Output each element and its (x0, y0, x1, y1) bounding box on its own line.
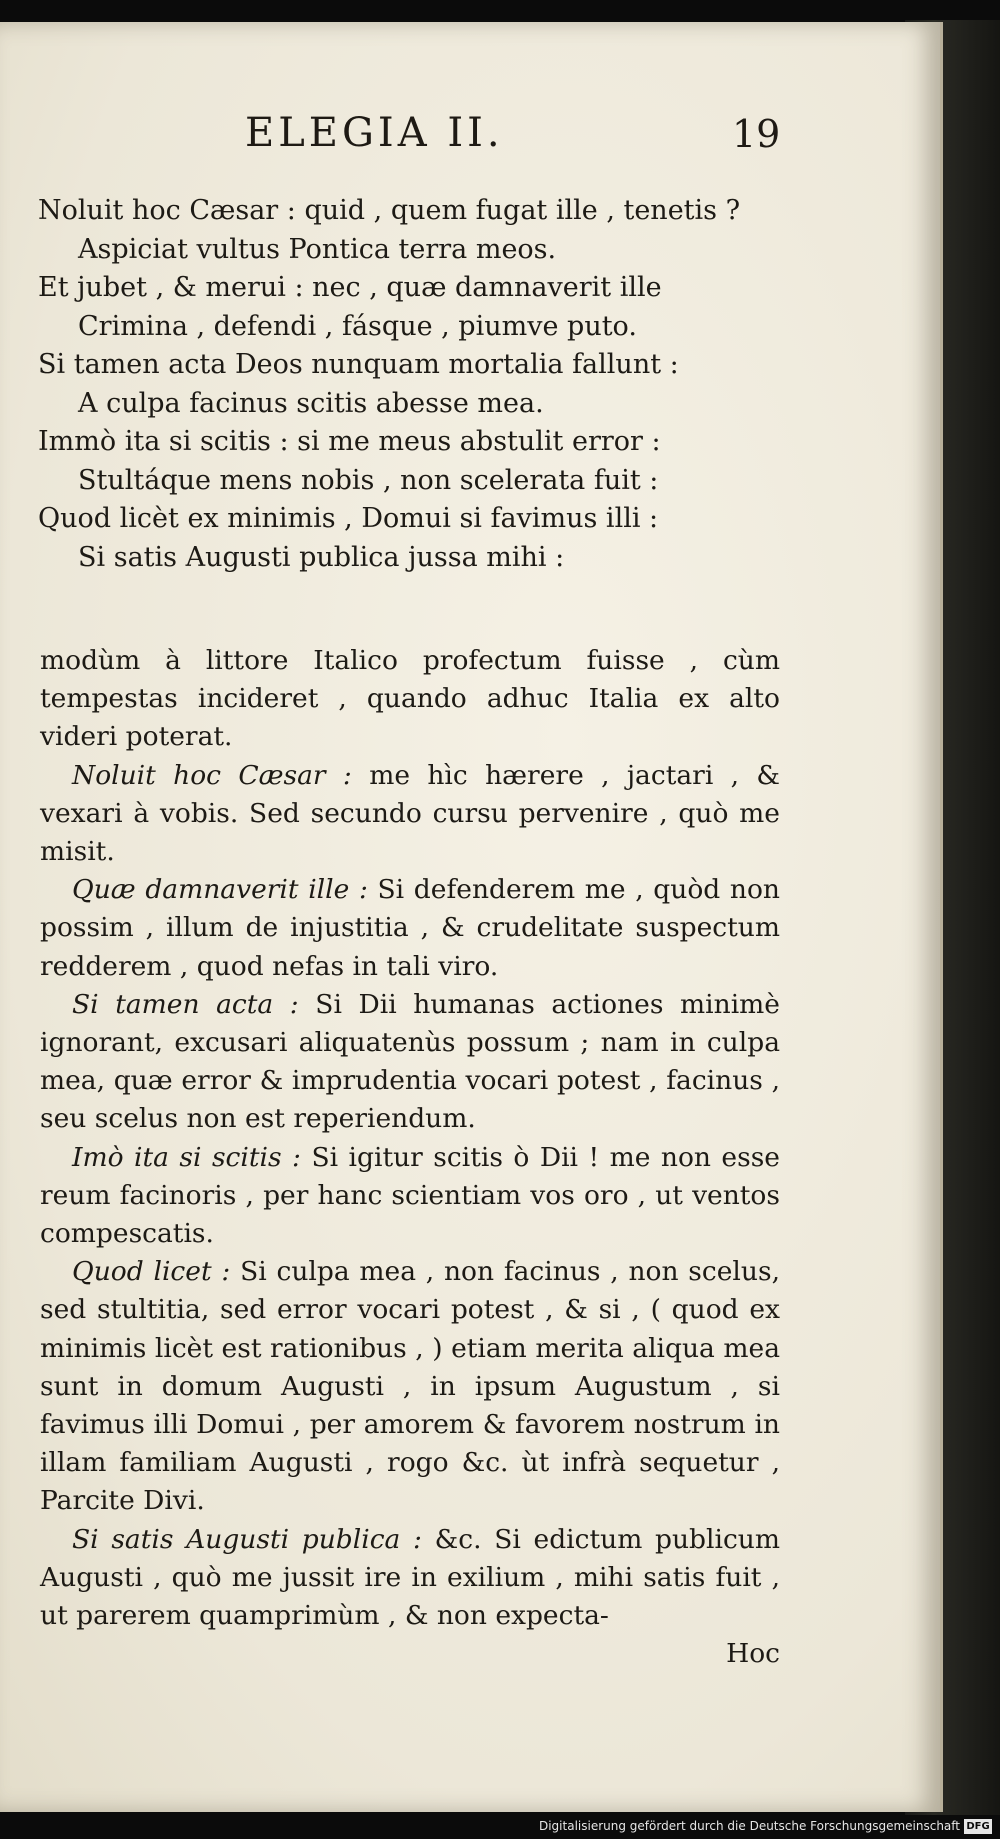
commentary-text: Si culpa mea , non facinus , non scelus, sed stultitia, sed error vocari potest , & si , ( quod ex minimis licèt est rationibus , ) etiam merita aliqua mea sunt in domum Augusti , in ipsum Augustum , si favimus illi Domui , per amorem & favorem nostrum in illam familiam Augusti , rogo &c. ùt infrà sequetur , Parcite Divi. (40, 1256, 780, 1517)
commentary-paragraph (40, 871, 780, 986)
commentary-text: modùm à littore Italico profectum fuisse , cùm tempestas incideret , quando adhuc Italia ex alto videri poterat. (40, 645, 780, 753)
commentary-text: me hìc hærere , jactari , & vexari à vobis. Sed secundo cursu pervenire , quò me misit. (40, 759, 780, 868)
commentary-text: Si defenderem me , quòd non possim , illum de injustitia , & crudelitate suspectum redderem , quod nefas in tali viro. (40, 874, 780, 982)
commentary-text: Si igitur scitis ò Dii ! me non esse reum facinoris , per hanc scientiam vos oro , ut ventos compescatis. (40, 1141, 780, 1250)
commentary-paragraph (40, 1521, 780, 1636)
commentary-lemma: Quod licet : (72, 1256, 231, 1288)
commentary-paragraph (40, 1253, 780, 1520)
commentary-paragraph (40, 642, 780, 757)
commentary-lemma: Si tamen acta : (72, 988, 299, 1020)
commentary-paragraph (40, 1139, 780, 1254)
verse-line: Immò ita si scitis : si me meus abstulit error : (38, 426, 661, 457)
commentary-text: Si Dii humanas actiones minimè ignorant, excusari aliquatenùs possum ; nam in culpa mea, quæ error & imprudentia vocari potest , facinus , seu scelus non est reperiendum. (40, 988, 780, 1135)
commentary-lemma: Quæ damnaverit ille : (72, 874, 368, 906)
commentary-block (40, 642, 780, 1673)
verse-block (38, 192, 798, 577)
commentary-text: &c. Si edictum publicum Augusti , quò me jussit ire in exilium , mihi satis fuit , ut parerem quamprimùm , & non expecta- (40, 1523, 780, 1632)
commentary-lemma: Imò ita si scitis : (72, 1141, 301, 1173)
verse-line: Si satis Augusti publica jussa mihi : (78, 541, 565, 573)
commentary-paragraph (40, 986, 780, 1139)
funding-credit: Digitalisierung gefördert durch die Deutsche Forschungsgemeinschaft (538, 1819, 960, 1833)
page-header (0, 92, 940, 156)
verse-line: Stultáque mens nobis , non scelerata fuit : (78, 464, 659, 496)
digitization-footer (0, 1815, 1000, 1839)
commentary-lemma: Noluit hoc Cæsar : (72, 759, 352, 791)
verse-line: Si tamen acta Deos nunquam mortalia fallunt : (38, 349, 679, 380)
verse-line: Quod licèt ex minimis , Domui si favimus illi : (38, 503, 659, 534)
running-head: ELEGIA II. (245, 110, 504, 156)
page-number: 19 (732, 112, 781, 156)
verse-line: Et jubet , & merui : nec , quæ damnaverit ille (38, 272, 662, 303)
verse-line: A culpa facinus scitis abesse mea. (78, 387, 544, 419)
dfg-logo: DFG (964, 1819, 992, 1834)
commentary-lemma: Si satis Augusti publica : (72, 1523, 422, 1555)
verse-line: Crimina , defendi , fásque , piumve puto. (78, 310, 637, 342)
commentary-paragraph (40, 757, 780, 872)
verse-line: Aspiciat vultus Pontica terra meos. (78, 233, 557, 265)
book-page (0, 22, 943, 1812)
verse-line: Noluit hoc Cæsar : quid , quem fugat ille , tenetis ? (38, 195, 741, 226)
catchword: Hoc (726, 1638, 780, 1670)
